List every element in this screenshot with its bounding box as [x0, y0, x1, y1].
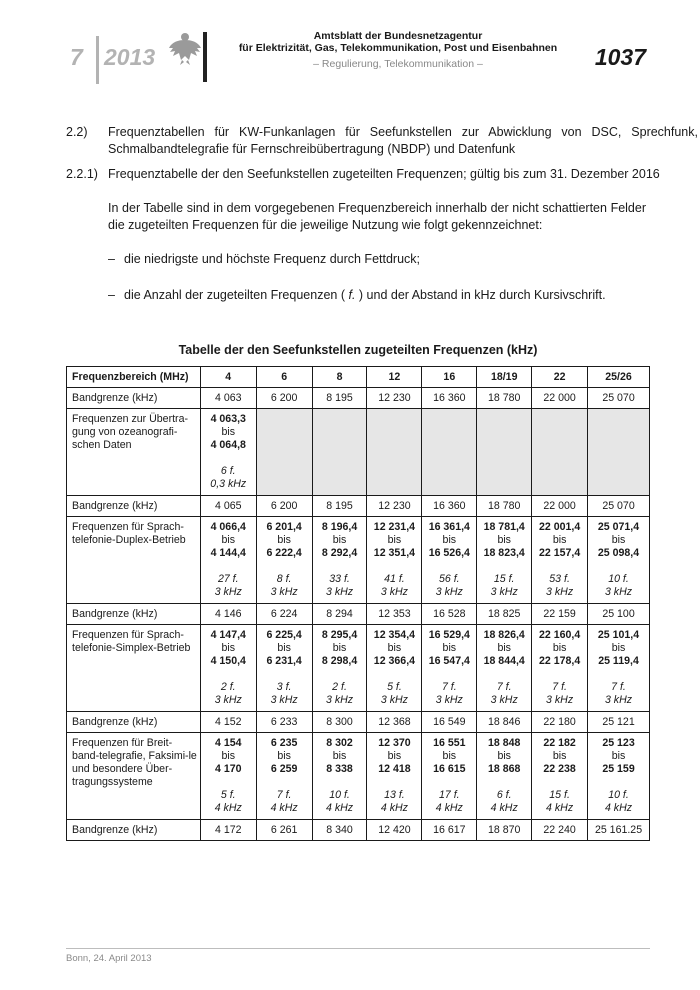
- section-number: 2.2): [66, 125, 88, 139]
- table-caption: Tabelle der den Seefunkstellen zugeteilten Frequenzen (kHz): [178, 343, 538, 357]
- table-cell: 16 549: [422, 712, 477, 733]
- table-cell: 6 233: [256, 712, 312, 733]
- table-cell: 8 196,4 bis 8 292,4 33 f. 3 kHz: [312, 517, 367, 604]
- row-label: Bandgrenze (kHz): [67, 712, 201, 733]
- table-cell: 18 825: [477, 604, 532, 625]
- table-cell: 18 780: [477, 388, 532, 409]
- table-cell: 6 224: [256, 604, 312, 625]
- table-cell: 4 063: [200, 388, 256, 409]
- table-cell: 25 101,4 bis 25 119,4 7 f. 3 kHz: [588, 625, 650, 712]
- org-title: Amtsblatt der Bundesnetzagentur: [313, 30, 483, 42]
- bandgrenze-row: [67, 604, 650, 625]
- table-cell: 18 846: [477, 712, 532, 733]
- table-cell: 25 121: [588, 712, 650, 733]
- simplex-row: [67, 625, 650, 712]
- table-cell: 4 172: [200, 820, 256, 841]
- row-label: Frequenzen für Breit-​band-​telegrafie, Faksimi-​le und besondere Über-​tragungssysteme: [67, 733, 201, 820]
- issue-number: 7: [70, 44, 83, 70]
- issue-divider: [96, 36, 99, 84]
- section-number: 2.2.1): [66, 167, 98, 181]
- table-cell: 12 230: [367, 388, 422, 409]
- table-cell: 12 420: [367, 820, 422, 841]
- table-cell: 18 781,4 bis 18 823,4 15 f. 3 kHz: [477, 517, 532, 604]
- footer-date: Bonn, 24. April 2013: [66, 953, 152, 964]
- table-cell: 25 100: [588, 604, 650, 625]
- shaded-cell: [532, 409, 588, 496]
- table-cell: 12 231,4 bis 12 351,4 41 f. 3 kHz: [367, 517, 422, 604]
- table-cell: 16 617: [422, 820, 477, 841]
- table-cell: 6 225,4 bis 6 231,4 3 f. 3 kHz: [256, 625, 312, 712]
- org-subtitle: für Elektrizität, Gas, Telekommunikation, Post und Eisenbahnen: [238, 42, 558, 54]
- header-cell: Frequenzbereich (MHz): [67, 367, 201, 388]
- table-cell: 25 071,4 bis 25 098,4 10 f. 3 kHz: [588, 517, 650, 604]
- table-cell: 8 300: [312, 712, 367, 733]
- intro-paragraph: In der Tabelle sind in dem vorgegebenen Frequenzbereich innerhalb der nicht schattierten Felder die zugeteilten Frequenzen für die jeweilige Nutzung wie folgt gekennzeichnet:: [108, 201, 646, 232]
- row-label: Bandgrenze (kHz): [67, 496, 201, 517]
- table-cell: 6 201,4 bis 6 222,4 8 f. 3 kHz: [256, 517, 312, 604]
- table-cell: 4 154 bis 4 170 5 f. 4 kHz: [200, 733, 256, 820]
- shaded-cell: [422, 409, 477, 496]
- table-cell: 16 361,4 bis 16 526,4 56 f. 3 kHz: [422, 517, 477, 604]
- org-section: – Regulierung, Telekommunikation –: [313, 58, 483, 70]
- table-cell: 25 123 bis 25 159 10 f. 4 kHz: [588, 733, 650, 820]
- table-cell: 22 180: [532, 712, 588, 733]
- shaded-cell: [312, 409, 367, 496]
- publication-header: [218, 30, 578, 70]
- table-cell: 22 160,4 bis 22 178,4 7 f. 3 kHz: [532, 625, 588, 712]
- table-cell: 12 230: [367, 496, 422, 517]
- header-cell: 18/19: [477, 367, 532, 388]
- table-cell: 12 368: [367, 712, 422, 733]
- header-cell: 25/26: [588, 367, 650, 388]
- table-cell: 22 159: [532, 604, 588, 625]
- frequency-table: [66, 366, 650, 841]
- bandgrenze-row: [67, 712, 650, 733]
- breitband-row: [67, 733, 650, 820]
- table-cell: 6 261: [256, 820, 312, 841]
- table-cell: 18 870: [477, 820, 532, 841]
- table-cell: 18 848 bis 18 868 6 f. 4 kHz: [477, 733, 532, 820]
- header-cell: 16: [422, 367, 477, 388]
- table-cell: 22 240: [532, 820, 588, 841]
- row-label: Bandgrenze (kHz): [67, 604, 201, 625]
- table-cell: 12 353: [367, 604, 422, 625]
- bullet-dash: –: [108, 252, 115, 266]
- table-cell: 4 066,4 bis 4 144,4 27 f. 3 kHz: [200, 517, 256, 604]
- header-cell: 4: [200, 367, 256, 388]
- table-cell: 12 370 bis 12 418 13 f. 4 kHz: [367, 733, 422, 820]
- shaded-cell: [588, 409, 650, 496]
- row-label: Bandgrenze (kHz): [67, 388, 201, 409]
- table-cell: 16 360: [422, 388, 477, 409]
- table-cell: 6 200: [256, 388, 312, 409]
- row-label: Bandgrenze (kHz): [67, 820, 201, 841]
- header-divider: [203, 32, 207, 82]
- table-cell: 25 070: [588, 388, 650, 409]
- table-cell: 4 146: [200, 604, 256, 625]
- table-cell: 16 360: [422, 496, 477, 517]
- shaded-cell: [367, 409, 422, 496]
- table-cell: 22 000: [532, 388, 588, 409]
- row-label: Frequenzen für Sprach-​telefonie-​Simplex-​Betrieb: [67, 625, 201, 712]
- section-title: Frequenztabellen für KW-Funkanlagen für Seefunkstellen zur Abwicklung von DSC, Sprechfunk, Schmalbandtelegrafie für Fernschreibübertragung (NBDP) und Datenfunk: [108, 125, 698, 156]
- page-number: 1037: [594, 44, 646, 70]
- table-cell: 8 294: [312, 604, 367, 625]
- table-cell: 4 152: [200, 712, 256, 733]
- table-cell: 22 000: [532, 496, 588, 517]
- duplex-row: [67, 517, 650, 604]
- bullet-text: die Anzahl der zugeteilten Frequenzen ( f. ) und der Abstand in kHz durch Kursivschrift.: [124, 288, 606, 302]
- table-cell: 6 200: [256, 496, 312, 517]
- table-cell: 8 295,4 bis 8 298,4 2 f. 3 kHz: [312, 625, 367, 712]
- table-cell: 12 354,4 bis 12 366,4 5 f. 3 kHz: [367, 625, 422, 712]
- table-cell: 18 826,4 bis 18 844,4 7 f. 3 kHz: [477, 625, 532, 712]
- table-cell: 4 147,4 bis 4 150,4 2 f. 3 kHz: [200, 625, 256, 712]
- issue-year: 2013: [104, 44, 156, 70]
- row-label: Frequenzen zur Übertra-​gung von ozeanografi-​schen Daten: [67, 409, 201, 496]
- table-cell: 16 528: [422, 604, 477, 625]
- table-cell: 8 195: [312, 496, 367, 517]
- table-cell: 8 195: [312, 388, 367, 409]
- table-cell: 6 235 bis 6 259 7 f. 4 kHz: [256, 733, 312, 820]
- table-cell: 25 161.25: [588, 820, 650, 841]
- header-cell: 8: [312, 367, 367, 388]
- header-cell: 6: [256, 367, 312, 388]
- bullet-dash: –: [108, 288, 115, 302]
- section-title: Frequenztabelle der den Seefunkstellen zugeteilten Frequenzen; gültig bis zum 31. Dezember 2016: [108, 167, 660, 181]
- header-cell: 22: [532, 367, 588, 388]
- ozeanografie-row: [67, 409, 650, 496]
- row-label: Frequenzen für Sprach-​telefonie-​Duplex-​Betrieb: [67, 517, 201, 604]
- table-cell: 22 001,4 bis 22 157,4 53 f. 3 kHz: [532, 517, 588, 604]
- bullet-text: die niedrigste und höchste Frequenz durch Fettdruck;: [124, 252, 421, 266]
- table-cell: 18 780: [477, 496, 532, 517]
- table-cell: 8 302 bis 8 338 10 f. 4 kHz: [312, 733, 367, 820]
- table-cell: 16 529,4 bis 16 547,4 7 f. 3 kHz: [422, 625, 477, 712]
- table-header-row: [67, 367, 650, 388]
- table-cell: 16 551 bis 16 615 17 f. 4 kHz: [422, 733, 477, 820]
- footer-divider: [66, 948, 650, 949]
- federal-eagle-icon: [168, 30, 202, 66]
- table-cell: 4 063,3 bis 4 064,8 6 f. 0,3 kHz: [200, 409, 256, 496]
- shaded-cell: [256, 409, 312, 496]
- bandgrenze-row: [67, 496, 650, 517]
- table-cell: 25 070: [588, 496, 650, 517]
- table-cell: 22 182 bis 22 238 15 f. 4 kHz: [532, 733, 588, 820]
- shaded-cell: [477, 409, 532, 496]
- table-cell: 4 065: [200, 496, 256, 517]
- header-cell: 12: [367, 367, 422, 388]
- bandgrenze-row: [67, 388, 650, 409]
- table-cell: 8 340: [312, 820, 367, 841]
- bandgrenze-row: [67, 820, 650, 841]
